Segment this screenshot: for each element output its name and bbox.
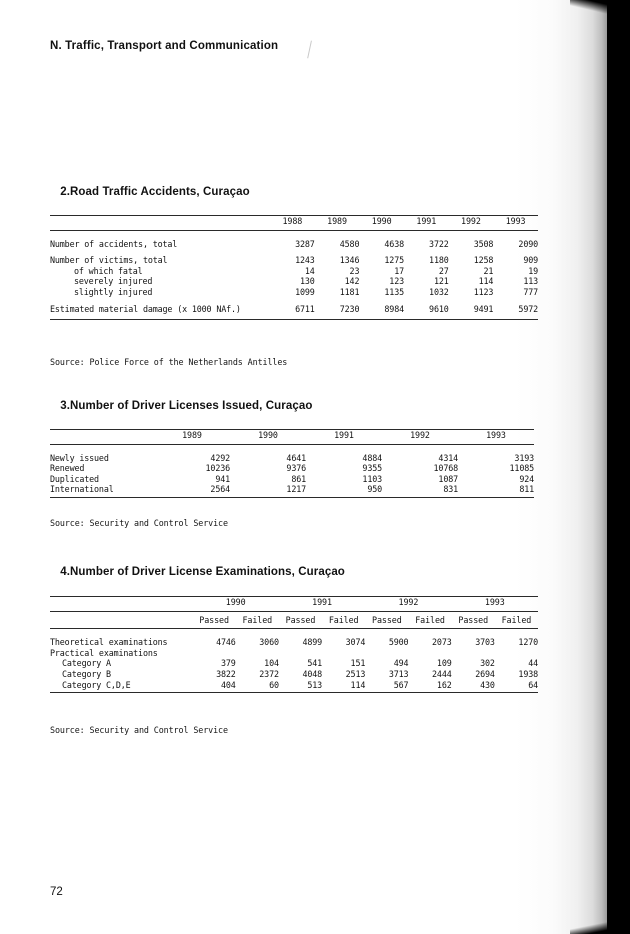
table-4-cell	[192, 648, 235, 659]
table-4-cell: 5900	[388, 637, 409, 648]
table-2-cell: 1180	[429, 255, 449, 266]
table-4-cell: 4048	[302, 668, 323, 679]
table-4-result-subheader: Passed	[372, 614, 402, 625]
table-2-title-text: Road Traffic Accidents, Curaçao	[70, 186, 250, 198]
spacer-cell	[50, 231, 538, 239]
table-2-cell: 3287	[295, 238, 315, 249]
table-4-cell	[279, 648, 322, 659]
table-4-cell: 513	[307, 679, 323, 690]
table-3-header-row	[50, 430, 534, 441]
table-4-result-subheader: Passed	[285, 614, 316, 625]
table-2-title	[50, 186, 250, 198]
table-2-row	[50, 239, 538, 250]
table-4-cell: 60	[269, 679, 279, 690]
table-2-cell: 909	[523, 255, 538, 266]
table-3-year-header: 1991	[334, 430, 354, 440]
table-2-cell: 121	[433, 276, 449, 287]
table-3-cell: 831	[443, 484, 458, 495]
table-2-row-label: severely injured	[74, 276, 153, 287]
table-4-year-header: 1991	[312, 597, 332, 607]
spacer-row	[50, 231, 538, 239]
table-2-row	[50, 276, 538, 287]
table-3-cell: 861	[291, 473, 306, 484]
table-2-cell: 14	[304, 265, 315, 276]
table-2-row-label: of which fatal	[74, 265, 143, 276]
table-2-header-row	[50, 216, 538, 227]
table-3-cell: 950	[367, 484, 382, 495]
page-number: 72	[50, 886, 63, 898]
table-4-year-header-row	[50, 597, 538, 608]
table-4-subheader-row	[50, 615, 538, 626]
table-2-cell: 23	[349, 265, 360, 276]
table-4-row-label: Category A	[62, 658, 111, 669]
table-4-result-subheader: Passed	[458, 614, 489, 625]
table-2-cell: 17	[394, 265, 404, 276]
table-2-cell: 1275	[384, 255, 404, 266]
table-3-cell: 1217	[286, 484, 306, 495]
table-2-row	[50, 287, 538, 298]
table-4-cell: 4899	[302, 637, 323, 648]
table-3-header-blank	[50, 430, 154, 441]
table-3-cell: 1087	[438, 473, 458, 484]
table-2-cell: 1346	[339, 255, 360, 266]
table-2-cell: 1258	[473, 255, 494, 266]
table-2-grid	[50, 215, 538, 320]
table-2-year-header: 1992	[461, 216, 481, 226]
table-3-cell: 811	[519, 484, 534, 495]
table-4-cell: 3060	[259, 637, 279, 648]
table-2-cell: 6711	[295, 303, 315, 314]
table-4-cell: 162	[436, 679, 452, 690]
table-2-row	[50, 304, 538, 315]
table-2-cell: 1181	[339, 286, 360, 297]
table-2-cell: 8984	[384, 303, 404, 314]
table-4-cell: 430	[480, 679, 495, 690]
table-4-source: Source: Security and Control Service	[50, 725, 228, 735]
table-4-cell: 44	[528, 658, 538, 669]
table-3-cell: 3193	[514, 452, 534, 463]
table-2-cell: 123	[389, 276, 404, 287]
table-2-cell: 142	[344, 276, 360, 287]
table-4-result-subheader: Failed	[501, 614, 532, 625]
table-3-cell: 9376	[286, 463, 306, 474]
table-2-cell: 7230	[339, 303, 360, 314]
table-4-cell: 494	[393, 658, 409, 669]
table-4-cell: 302	[480, 658, 495, 669]
table-3-title	[50, 400, 313, 412]
table-rule	[50, 497, 534, 498]
table-4	[50, 596, 538, 693]
table-4-cell: 64	[528, 679, 538, 690]
table-4-result-subheader: Failed	[415, 614, 445, 625]
table-3	[50, 429, 538, 498]
table-3-row	[50, 463, 534, 474]
table-rule-cell	[50, 497, 534, 498]
table-2-cell: 1135	[384, 286, 404, 297]
spacer-row	[50, 629, 538, 637]
table-4-cell: 2372	[259, 668, 279, 679]
table-3-row	[50, 484, 534, 495]
table-2-cell: 2090	[518, 238, 538, 249]
table-2-cell: 1099	[295, 286, 315, 297]
table-2-cell: 21	[483, 265, 494, 276]
table-3-year-header: 1993	[486, 430, 506, 440]
table-2-source: Source: Police Force of the Netherlands Antilles	[50, 357, 288, 367]
table-4-cell: 3703	[475, 637, 495, 648]
table-4-cell: 2513	[345, 668, 366, 679]
table-2-cell: 9610	[429, 303, 449, 314]
table-3-cell: 10768	[433, 463, 458, 474]
table-4-cell: 3822	[216, 668, 236, 679]
table-4-cell: 404	[220, 679, 236, 690]
table-2-row	[50, 266, 538, 277]
table-2-cell: 3722	[429, 238, 449, 249]
table-4-cell	[408, 648, 451, 659]
table-3-cell: 1103	[362, 473, 382, 484]
table-4-grid	[50, 596, 538, 693]
table-2-row-label: Number of accidents, total	[50, 238, 178, 249]
table-3-cell: 9355	[362, 463, 382, 474]
table-2-cell: 777	[523, 286, 538, 297]
table-3-row-label: Renewed	[50, 463, 85, 474]
table-4-cell	[322, 648, 365, 659]
table-4-row-label: Category C,D,E	[62, 679, 131, 690]
table-4-cell: 1270	[518, 637, 538, 648]
table-2-cell: 9491	[473, 303, 494, 314]
spacer-row	[50, 445, 534, 453]
table-4-cell	[236, 648, 279, 659]
table-3-cell: 941	[215, 473, 230, 484]
table-4-cell: 541	[307, 658, 323, 669]
table-4-number: 4.	[60, 566, 70, 578]
table-2-cell: 3508	[473, 238, 494, 249]
table-2-cell: 130	[300, 276, 315, 287]
table-3-cell: 4884	[362, 452, 382, 463]
table-3-title-text: Number of Driver Licenses Issued, Curaçao	[70, 400, 313, 412]
table-4-row-label: Category B	[62, 668, 111, 679]
table-2-cell: 4580	[339, 238, 360, 249]
table-4-row-label: Practical examinations	[50, 647, 158, 658]
table-4-cell: 379	[220, 658, 236, 669]
table-3-row-label: Duplicated	[50, 473, 99, 484]
table-2-cell: 19	[528, 265, 538, 276]
table-4-cell: 104	[264, 658, 279, 669]
table-3-cell: 4641	[286, 452, 306, 463]
table-2-year-header: 1991	[416, 216, 437, 226]
table-3-year-header: 1990	[258, 430, 278, 440]
table-4-row	[50, 637, 538, 648]
table-3-cell: 11085	[509, 463, 534, 474]
table-3-cell: 4292	[210, 452, 230, 463]
table-2-cell: 114	[478, 276, 494, 287]
table-4-cell: 567	[393, 679, 409, 690]
table-3-cell: 924	[519, 473, 534, 484]
table-2-cell: 5972	[518, 303, 538, 314]
table-4-year-header: 1993	[484, 597, 505, 607]
table-4-title	[50, 566, 345, 578]
table-4-cell: 1938	[518, 668, 538, 679]
table-4-cell	[365, 648, 408, 659]
table-2-year-header: 1993	[505, 216, 526, 226]
scan-artifact-mark	[307, 41, 317, 60]
table-4-cell	[495, 648, 538, 659]
table-4-title-text: Number of Driver License Examinations, Curaçao	[70, 566, 345, 578]
table-4-cell: 2073	[432, 637, 452, 648]
table-4-cell: 3074	[345, 637, 366, 648]
table-3-cell: 10236	[205, 463, 230, 474]
table-4-cell	[452, 648, 495, 659]
table-4-row	[50, 680, 538, 691]
table-3-number: 3.	[60, 400, 70, 412]
table-4-year-header: 1992	[398, 597, 419, 607]
table-3-cell: 4314	[438, 452, 458, 463]
table-2-cell: 27	[438, 265, 449, 276]
table-3-row	[50, 474, 534, 485]
table-4-header-blank	[50, 597, 192, 608]
table-3-year-header: 1989	[182, 430, 202, 440]
table-3-year-header: 1992	[410, 430, 430, 440]
table-2-row	[50, 255, 538, 266]
table-2-number: 2.	[60, 186, 70, 198]
table-4-cell: 151	[350, 658, 366, 669]
table-4-row	[50, 669, 538, 680]
table-4-row	[50, 658, 538, 669]
table-3-row-label: International	[50, 484, 114, 495]
table-rule-cell	[50, 693, 538, 694]
table-4-result-subheader: Failed	[328, 614, 359, 625]
table-2	[50, 215, 538, 320]
table-2-cell: 113	[523, 276, 538, 287]
table-4-cell: 114	[350, 679, 366, 690]
table-3-grid	[50, 429, 534, 498]
section-heading: N. Traffic, Transport and Communication	[50, 40, 279, 52]
table-2-header-blank	[50, 216, 270, 227]
spacer-cell	[50, 445, 534, 453]
table-4-cell: 109	[436, 658, 452, 669]
table-2-year-header: 1989	[327, 216, 347, 226]
table-3-row-label: Newly issued	[50, 452, 109, 463]
table-4-cell: 3713	[388, 668, 409, 679]
table-2-year-header: 1990	[371, 216, 392, 226]
table-4-subheader-blank	[50, 615, 192, 626]
table-rule	[50, 693, 538, 694]
table-4-row-label: Theoretical examinations	[50, 637, 168, 648]
table-2-cell: 1032	[429, 286, 449, 297]
table-2-row-label: slightly injured	[74, 286, 153, 297]
table-4-result-subheader: Failed	[242, 614, 273, 625]
table-2-cell: 1243	[295, 255, 315, 266]
table-4-cell: 2444	[432, 668, 452, 679]
table-rule-cell	[50, 320, 538, 321]
table-3-row	[50, 453, 534, 464]
table-rule	[50, 320, 538, 321]
table-4-cell: 2694	[475, 668, 495, 679]
table-2-cell: 4638	[384, 238, 404, 249]
table-4-year-header: 1990	[225, 597, 246, 607]
table-2-cell: 1123	[473, 286, 494, 297]
spacer-cell	[50, 629, 538, 637]
table-2-row-label: Number of victims, total	[50, 255, 168, 266]
table-4-cell: 4746	[216, 637, 236, 648]
table-3-cell: 2564	[210, 484, 230, 495]
table-4-row	[50, 648, 538, 659]
table-4-result-subheader: Passed	[199, 614, 229, 625]
table-3-source: Source: Security and Control Service	[50, 518, 228, 528]
table-2-row-label: Estimated material damage (x 1000 NAf.)	[50, 303, 241, 314]
table-2-year-header: 1988	[282, 216, 303, 226]
